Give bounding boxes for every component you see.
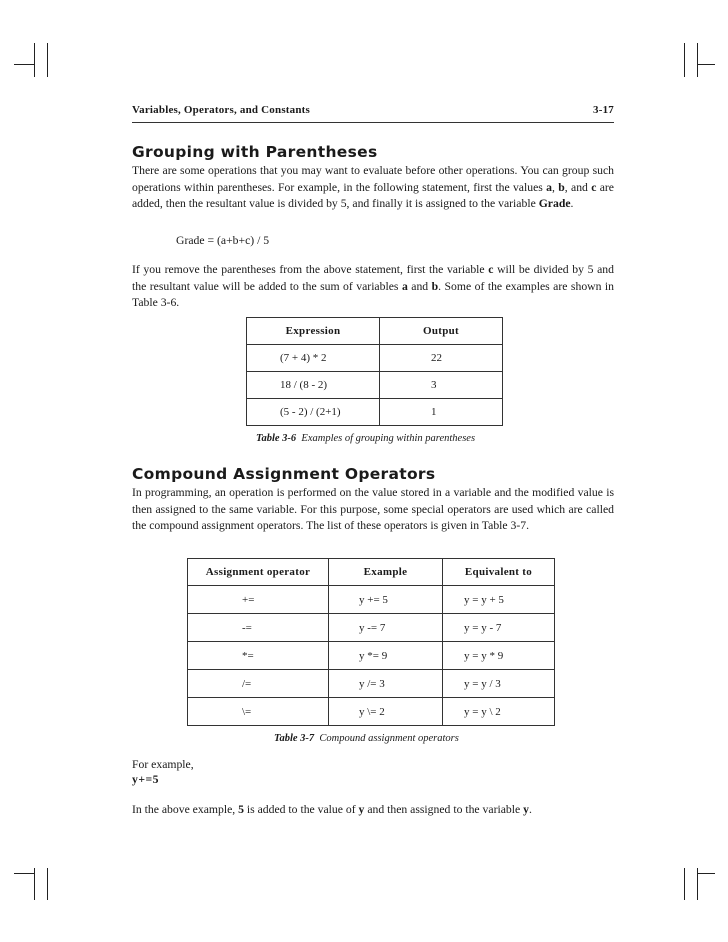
example-code: y+=5 [132,773,160,786]
example-intro: For example, [132,758,194,771]
table-caption-3-6: Table 3-6 Examples of grouping within parentheses [256,433,476,444]
table-row: *= y *= 9 y = y * 9 [188,642,555,670]
paragraph-compound-intro: In programming, an operation is performed on the value stored in a variable and the modified value is then assigned to the same variable. For this purpose, some special operators are used which are called the compound assignment operators. The list of these operators is given in Table 3-7. [132,486,614,533]
table-row: 18 / (8 - 2) 3 [247,372,503,399]
column-header-equivalent: Equivalent to [443,559,555,586]
paragraph-grouping-intro: There are some operations that you may want to evaluate before other operations. You can group such operations within parentheses. For example, in the following statement, first the values a, b, and c are added, then the resultant value is divided by 5, and finally it is assigned to the variable Grade. [132,164,614,211]
crop-mark [14,873,35,874]
paragraph-example-explanation: In the above example, 5 is added to the value of y and then assigned to the variable y. [132,803,532,816]
table-caption-3-7: Table 3-7 Compound assignment operators [274,733,459,744]
code-example-grade: Grade = (a+b+c) / 5 [176,234,270,247]
header-title: Variables, Operators, and Constants [132,104,311,116]
crop-mark [47,43,48,77]
table-row: (5 - 2) / (2+1) 1 [247,399,503,426]
paragraph-parentheses-removed: If you remove the parentheses from the above statement, first the variable c will be divided by 5 and the resultant value will be added to the sum of variables a and b. Some of the examples are shown in Table 3-6. [132,263,615,310]
crop-mark [697,64,715,65]
column-header-assignment-operator: Assignment operator [188,559,329,586]
crop-mark [684,43,685,77]
table-header-row [188,559,555,586]
crop-mark [47,868,48,900]
crop-mark [34,43,35,77]
crop-mark [697,43,698,77]
section-heading-grouping: Grouping with Parentheses [132,143,378,161]
column-header-example: Example [329,559,443,586]
crop-mark [14,64,35,65]
crop-mark [684,868,685,900]
table-grouping-examples [246,317,503,426]
crop-mark [697,873,715,874]
table-row: (7 + 4) * 2 22 [247,345,503,372]
table-compound-operators [187,558,555,726]
running-header [132,104,614,123]
page-number: 3-17 [593,104,614,116]
table-row: += y += 5 y = y + 5 [188,586,555,614]
table-row: \= y \= 2 y = y \ 2 [188,698,555,726]
table-row: -= y -= 7 y = y - 7 [188,614,555,642]
section-heading-compound: Compound Assignment Operators [132,465,436,483]
table-header-row [247,318,503,345]
column-header-expression: Expression [247,318,380,345]
column-header-output: Output [380,318,503,345]
table-row: /= y /= 3 y = y / 3 [188,670,555,698]
